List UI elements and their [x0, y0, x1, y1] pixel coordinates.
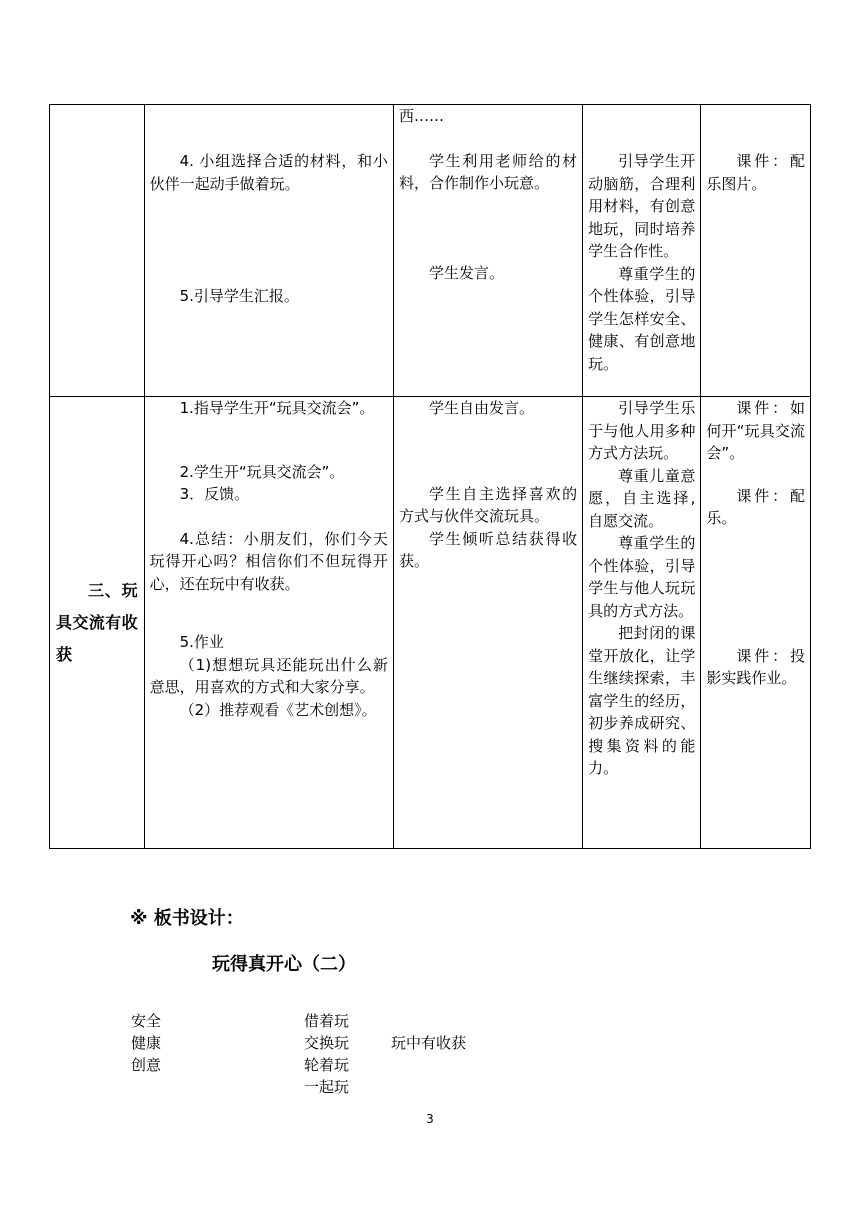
homework-item-2: （2）推荐观看《艺术创想》。 — [179, 700, 377, 719]
page-number: 3 — [426, 1112, 434, 1126]
resource-step-2: 课件：配乐。 — [706, 486, 805, 527]
board-left-item: 安全 — [131, 1012, 162, 1030]
board-middle-item: 交换玩 — [304, 1034, 350, 1052]
resource-cell — [701, 397, 811, 849]
intent-step-4: 引导学生开动脑筋，合理利用材料，有创意地玩，同时培养学生合作性。 — [588, 152, 696, 260]
teacher-step-4: 4. 小组选择合适的材料，和小伙伴一起动手做着玩。 — [149, 152, 388, 193]
homework-item-1: （1)想想玩具还能玩出什么新意思，用喜欢的方式和大家分享。 — [149, 655, 388, 696]
student-activity-cell — [393, 105, 582, 397]
board-design-heading: ※ 板书设计： — [130, 908, 244, 929]
student-continued-text: 西…… — [398, 107, 444, 125]
teacher-step-3: 3．反馈。 — [179, 485, 250, 503]
board-middle-item: 一起玩 — [304, 1078, 350, 1096]
intent-step-1: 引导学生乐于与他人用多种方式方法玩。 — [588, 399, 696, 462]
teacher-activity-cell — [144, 397, 393, 849]
student-step-2: 学生自主选择喜欢的方式与伙伴交流玩具。 — [398, 484, 578, 525]
student-step-5: 学生发言。 — [428, 263, 504, 282]
intent-step-4: 尊重学生的个性体验，引导学生与他人玩玩具的方式方法。 — [588, 534, 696, 620]
table-row — [50, 397, 811, 849]
table-row — [50, 105, 811, 397]
board-left-item: 创意 — [131, 1056, 162, 1074]
lesson-plan-table — [49, 104, 811, 849]
intent-step-2: 尊重儿童意愿，自主选择,自愿交流。 — [588, 466, 696, 530]
resource-step-1: 课件：如何开“玩具交流会”。 — [706, 399, 805, 462]
teacher-step-5: 5.作业 — [179, 633, 224, 651]
resource-step-5: 课件：投影实践作业。 — [706, 646, 805, 687]
board-right-item: 玩中有收获 — [391, 1034, 467, 1052]
board-left-item: 健康 — [131, 1034, 162, 1052]
design-intent-cell — [583, 397, 701, 849]
intent-step-5: 把封闭的课堂开放化，让学生继续探索，丰富学生的经历，初步养成研究、搜集资料的能力。 — [588, 624, 696, 777]
board-middle-item: 借着玩 — [304, 1012, 350, 1030]
teacher-step-5: 5.引导学生汇报。 — [179, 287, 299, 305]
stage-cell — [50, 397, 145, 849]
board-title: 玩得真开心（二） — [212, 954, 356, 975]
student-step-4: 学生倾听总结获得收获。 — [398, 529, 578, 570]
teacher-step-2: 2.学生开“玩具交流会”。 — [179, 462, 345, 481]
intent-step-5: 尊重学生的个性体验，引导学生怎样安全、健康、有创意地玩。 — [588, 264, 696, 373]
board-middle-item: 轮着玩 — [304, 1056, 350, 1074]
stage-title: 三、玩具交流有收获 — [56, 580, 138, 664]
teacher-step-1: 1.指导学生开“玩具交流会”。 — [179, 399, 375, 417]
resource-cell — [701, 105, 811, 397]
student-activity-cell — [393, 397, 582, 849]
student-step-4: 学生利用老师给的材料，合作制作小玩意。 — [398, 151, 578, 192]
teacher-step-4: 4.总结：小朋友们，你们今天玩得开心吗？相信你们不但玩得开心，还在玩中有收获。 — [149, 529, 388, 593]
resource-step-4: 课件：配乐图片。 — [706, 152, 805, 193]
design-intent-cell — [583, 105, 701, 397]
student-step-1: 学生自由发言。 — [428, 399, 534, 417]
stage-cell — [50, 105, 145, 397]
teacher-activity-cell — [144, 105, 393, 397]
